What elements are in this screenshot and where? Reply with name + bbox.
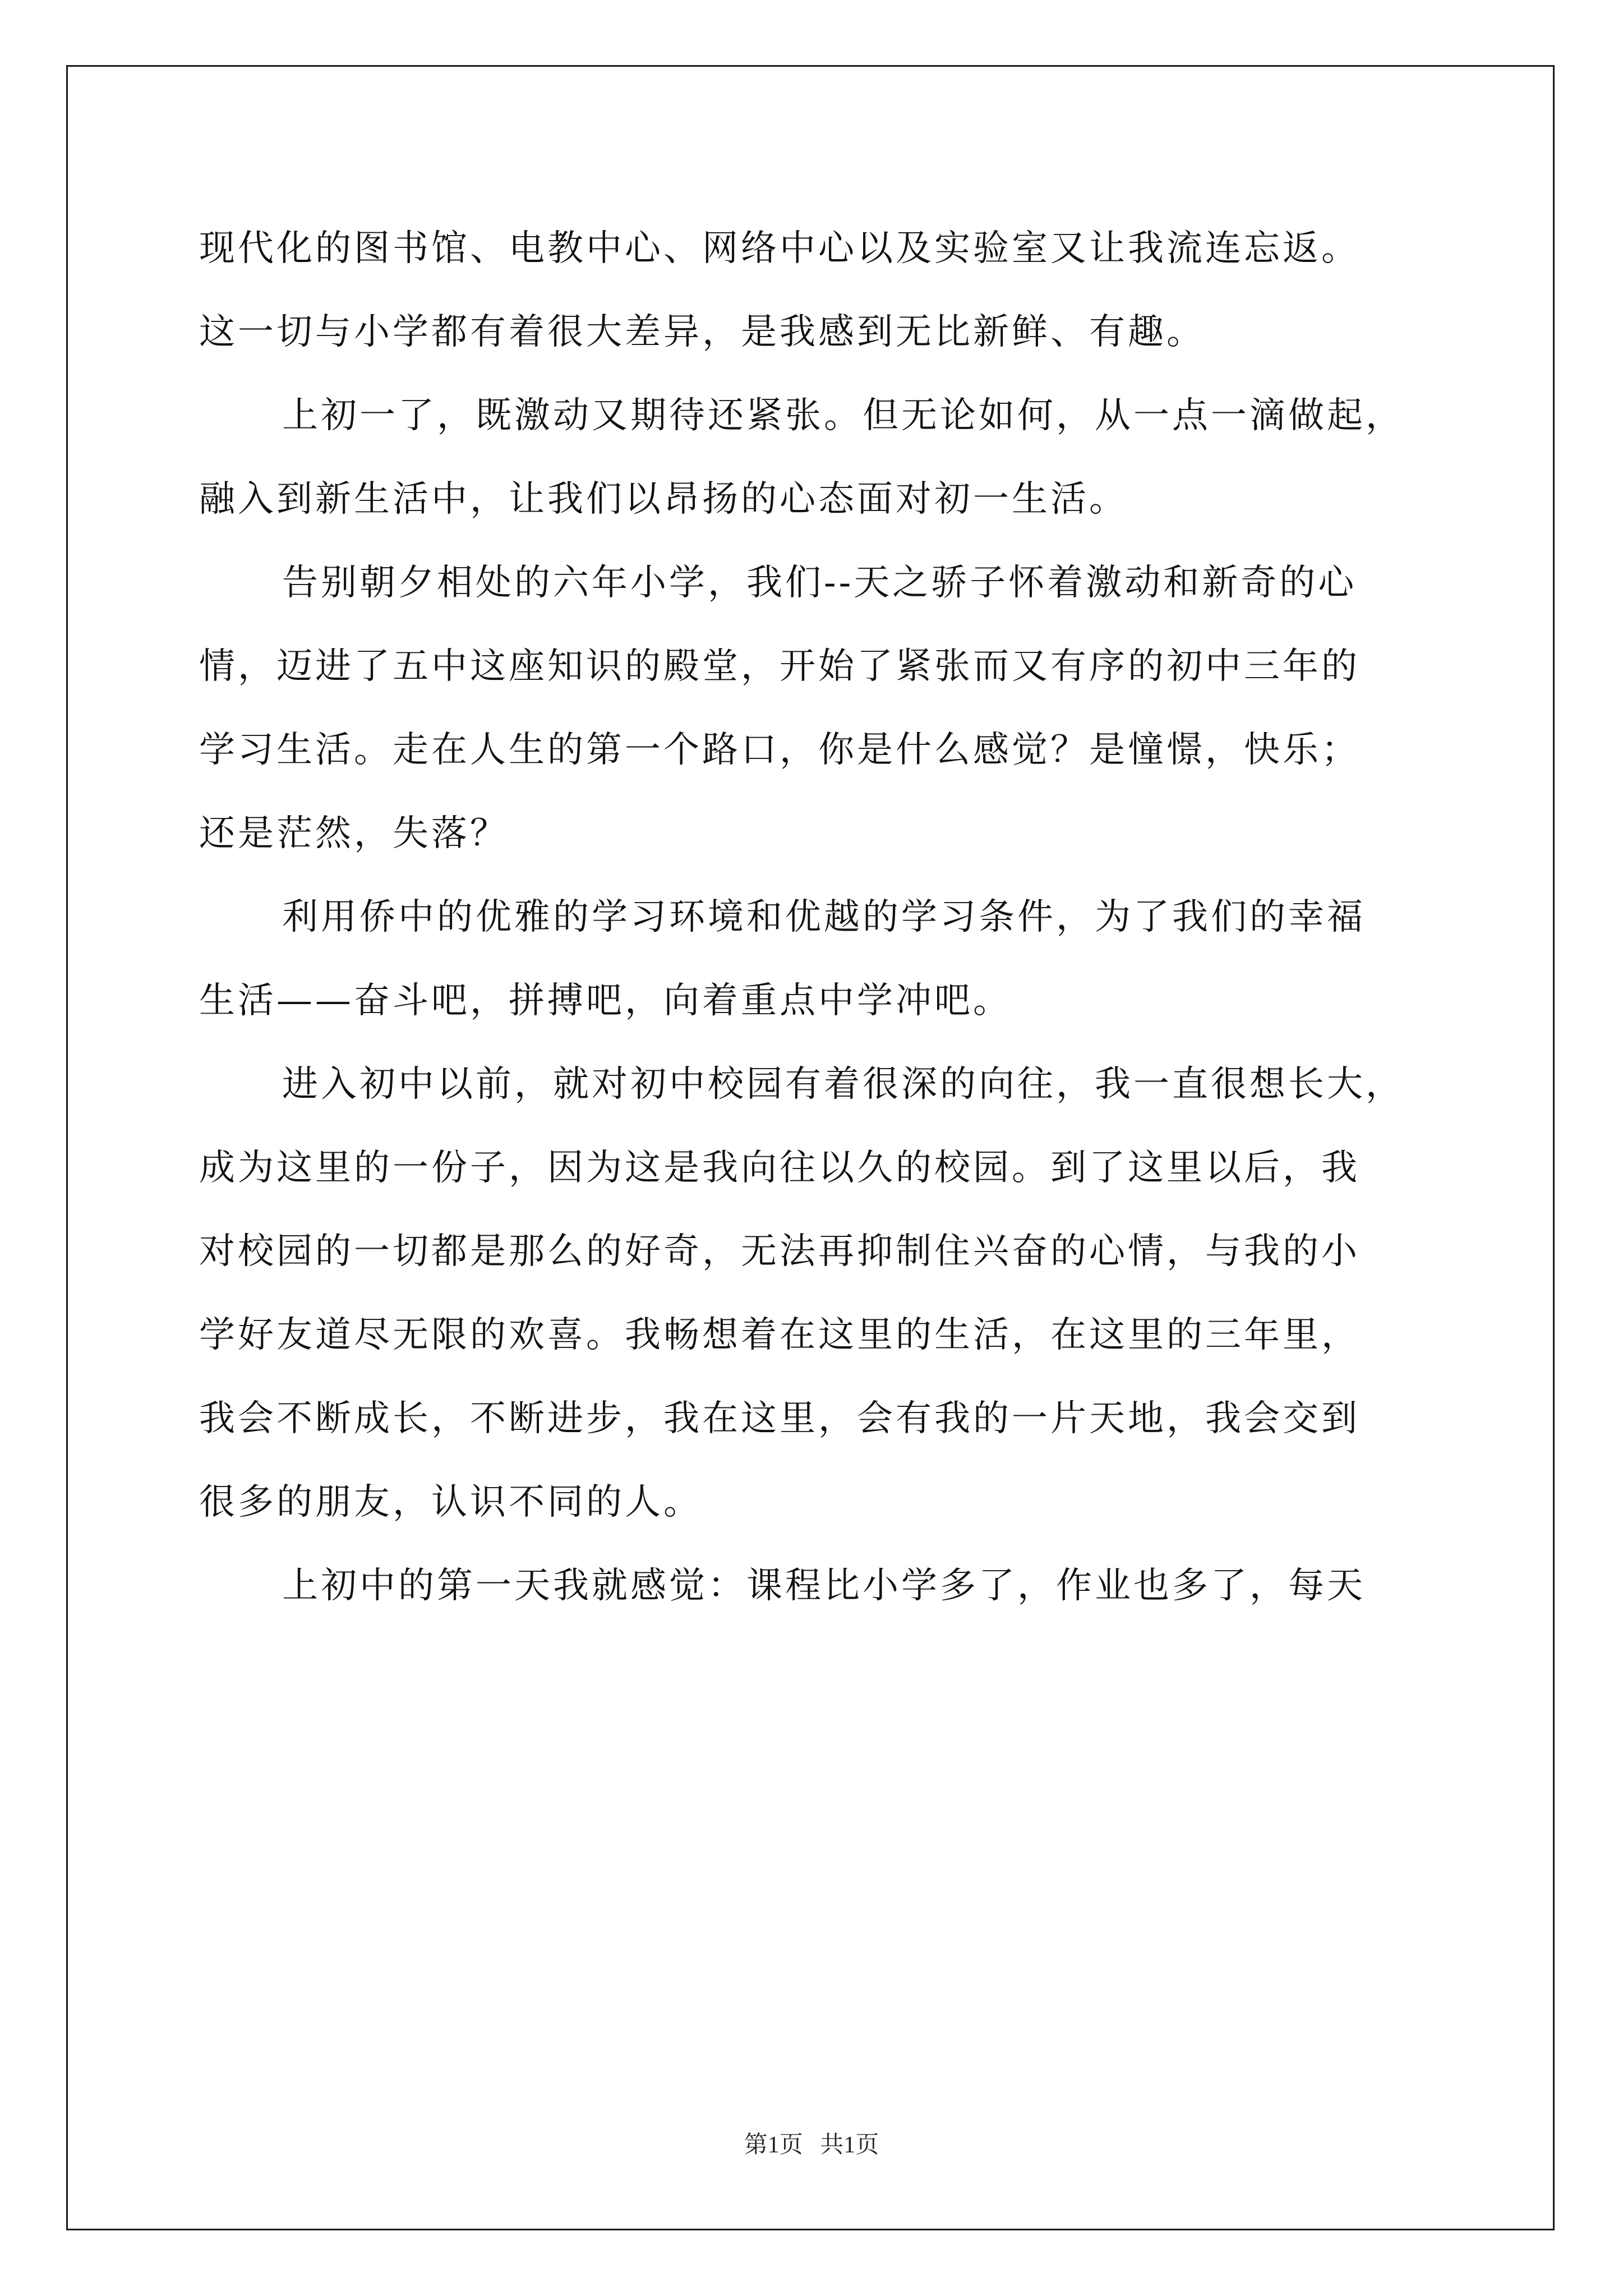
text-line: 现代化的图书馆、电教中心、网络中心以及实验室又让我流连忘返。	[199, 228, 1360, 269]
text-line: 生活——奋斗吧，拼搏吧，向着重点中学冲吧。	[199, 980, 1012, 1022]
text-line: 情，迈进了五中这座知识的殿堂，开始了紧张而又有序的初中三年的	[199, 646, 1360, 687]
paragraph-first-line: 进入初中以前，就对初中校园有着很深的向往，我一直很想长大，	[282, 1064, 1404, 1105]
text-line: 这一切与小学都有着很大差异，是我感到无比新鲜、有趣。	[199, 311, 1205, 353]
text-line: 很多的朋友，认识不同的人。	[199, 1481, 702, 1523]
text-line: 成为这里的一份子，因为这是我向往以久的校园。到了这里以后，我	[199, 1147, 1360, 1189]
text-line: 还是茫然，失落？	[199, 813, 509, 854]
text-line: 学习生活。走在人生的第一个路口，你是什么感觉？是憧憬，快乐；	[199, 729, 1360, 771]
paragraph-first-line: 上初一了，既激动又期待还紧张。但无论如何，从一点一滴做起，	[282, 395, 1404, 436]
text-line: 融入到新生活中，让我们以昂扬的心态面对初一生活。	[199, 478, 1128, 520]
page-footer	[0, 2126, 1623, 2160]
paragraph-first-line: 告别朝夕相处的六年小学，我们--天之骄子怀着激动和新奇的心	[282, 562, 1357, 604]
paragraph-first-line: 上初中的第一天我就感觉：课程比小学多了，作业也多了，每天	[282, 1565, 1366, 1607]
paragraph-first-line: 利用侨中的优雅的学习环境和优越的学习条件，为了我们的幸福	[282, 896, 1366, 938]
text-line: 我会不断成长，不断进步，我在这里，会有我的一片天地，我会交到	[199, 1398, 1360, 1439]
text-line: 学好友道尽无限的欢喜。我畅想着在这里的生活，在这里的三年里，	[199, 1314, 1360, 1356]
text-line: 对校园的一切都是那么的好奇，无法再抑制住兴奋的心情，与我的小	[199, 1231, 1360, 1272]
page-number-total: 共1页	[820, 2132, 879, 2158]
page-number-current: 第1页	[744, 2132, 803, 2158]
